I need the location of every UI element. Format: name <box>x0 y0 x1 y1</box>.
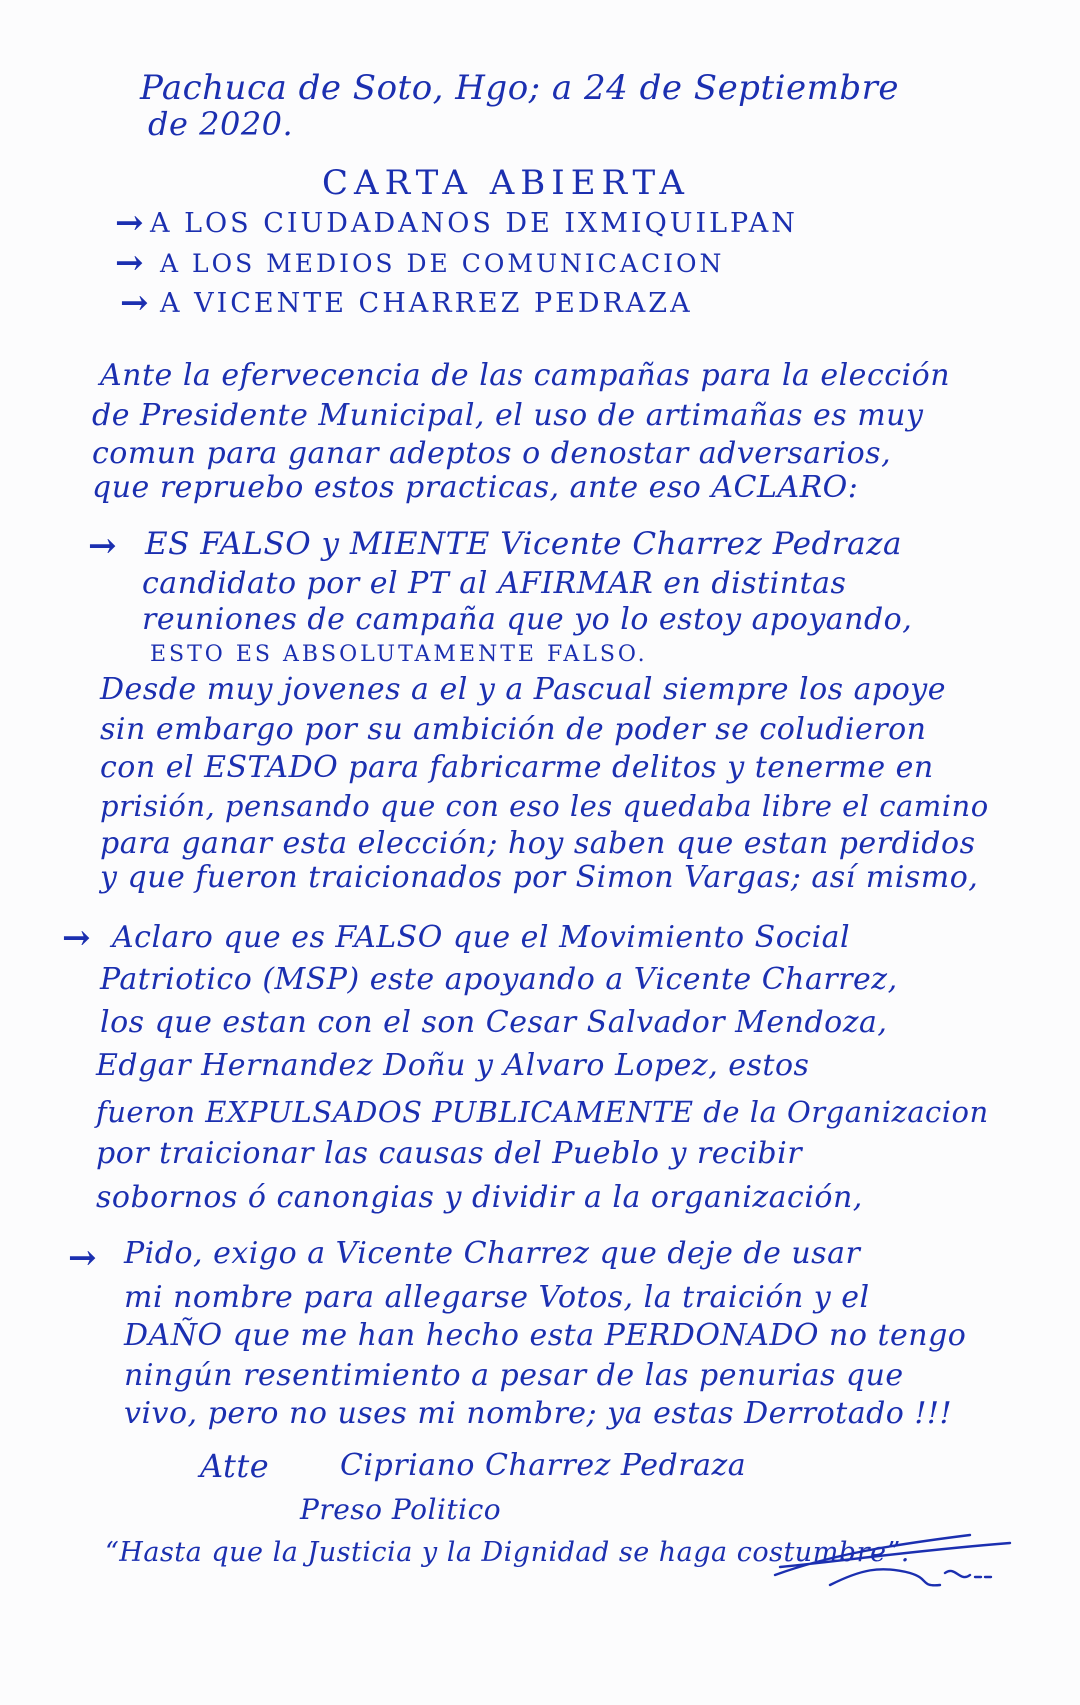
point3-line-5: vivo, pero no uses mi nombre; ya estas Derrotado !!! <box>124 1396 953 1431</box>
signature-scribble <box>770 1515 1020 1605</box>
point2-line-1: Aclaro que es FALSO que el Movimiento Social <box>112 920 851 955</box>
arrow-icon: → <box>62 918 91 958</box>
arrow-icon: → <box>120 283 149 323</box>
arrow-icon: → <box>115 203 144 243</box>
point1-line-2: candidato por el PT al AFIRMAR en distintas <box>142 566 847 601</box>
date-line-2: de 2020. <box>148 105 294 143</box>
point1-line-3: reuniones de campaña que yo lo estoy apoyando, <box>142 602 913 637</box>
point2-line-7: sobornos ó canongias y dividir a la organización, <box>96 1180 863 1215</box>
point2-line-5: fueron EXPULSADOS PUBLICAMENTE de la Organizacion <box>96 1095 989 1129</box>
point3-line-3: DAÑO que me han hecho esta PERDONADO no tengo <box>124 1318 967 1353</box>
history-line-1: Desde muy jovenes a el y a Pascual siempre los apoye <box>100 672 946 707</box>
point2-line-6: por traicionar las causas del Pueblo y recibir <box>96 1136 803 1171</box>
recipient-3: A VICENTE CHARREZ PEDRAZA <box>160 288 693 319</box>
signer-title: Preso Politico <box>300 1493 502 1526</box>
point2-line-2: Patriotico (MSP) este apoyando a Vicente Charrez, <box>100 962 898 997</box>
point1-line-1: ES FALSO y MIENTE Vicente Charrez Pedraza <box>145 526 902 562</box>
point3-line-2: mi nombre para allegarse Votos, la traición y el <box>124 1280 870 1315</box>
arrow-icon: → <box>88 526 117 566</box>
recipient-1: A LOS CIUDADANOS DE IXMIQUILPAN <box>150 208 798 239</box>
history-line-6: y que fueron traicionados por Simon Vargas; así mismo, <box>100 860 979 895</box>
recipient-2: A LOS MEDIOS DE COMUNICACION <box>160 249 725 278</box>
point1-line-4: ESTO ES ABSOLUTAMENTE FALSO. <box>150 642 648 667</box>
history-line-4: prisión, pensando que con eso les quedaba libre el camino <box>100 789 989 823</box>
intro-line-2: de Presidente Municipal, el uso de artimañas es muy <box>92 398 924 433</box>
motto: “Hasta que la Justicia y la Dignidad se haga costumbre”. <box>105 1537 910 1568</box>
closing: Atte <box>200 1447 270 1485</box>
signer-name: Cipriano Charrez Pedraza <box>340 1448 747 1483</box>
letter-title: CARTA ABIERTA <box>322 163 690 203</box>
intro-line-3: comun para ganar adeptos o denostar adversarios, <box>92 436 892 471</box>
history-line-2: sin embargo por su ambición de poder se coludieron <box>100 712 927 747</box>
history-line-5: para ganar esta elección; hoy saben que estan perdidos <box>100 826 976 861</box>
point3-line-4: ningún resentimiento a pesar de las penurias que <box>124 1358 904 1393</box>
intro-line-4: que repruebo estos practicas, ante eso ACLARO: <box>92 470 859 505</box>
arrow-icon: → <box>68 1238 97 1278</box>
point3-line-1: Pido, exigo a Vicente Charrez que deje de usar <box>124 1236 861 1271</box>
point2-line-3: los que estan con el son Cesar Salvador Mendoza, <box>100 1005 888 1040</box>
arrow-icon: → <box>115 243 144 283</box>
history-line-3: con el ESTADO para fabricarme delitos y tenerme en <box>100 750 934 785</box>
intro-line-1: Ante la efervecencia de las campañas para la elección <box>100 358 951 393</box>
date-line-1: Pachuca de Soto, Hgo; a 24 de Septiembre <box>140 68 899 108</box>
point2-line-4: Edgar Hernandez Doñu y Alvaro Lopez, estos <box>96 1048 810 1083</box>
